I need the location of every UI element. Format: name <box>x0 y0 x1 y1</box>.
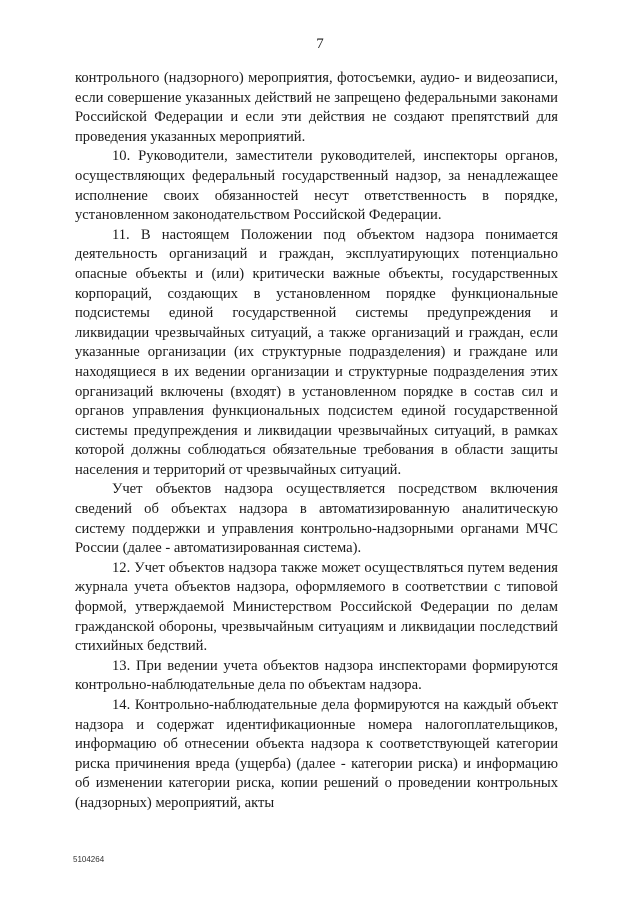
document-body <box>75 69 558 814</box>
page-number: 7 <box>316 36 324 52</box>
paragraph-continuation: контрольного (надзорного) мероприятия, фотосъемки, аудио- и видеозаписи, если совершение указанных действий не запрещено федеральными законами Российской Федерации и если эти действия не создают препятствий для проведения указанных мероприятий. <box>75 70 558 145</box>
paragraph-11: 11. В настоящем Положении под объектом надзора понимается деятельность организаций и граждан, эксплуатирующих потенциально опасные объекты и (или) критически важные объекты, государственных корпораций, создающих в установленном порядке функциональные подсистемы единой государственной системы предупреждения и ликвидации чрезвычайных ситуаций, а также организаций и граждан, если указанные организации (их структурные подразделения) и граждане или находящиеся в их ведении организации и структурные подразделения этих организаций включены (входят) в установленном порядке в состав сил и органов управления функциональных подсистем единой государственной системы предупреждения и ликвидации чрезвычайных ситуаций, в рамках которой должны соблюдаться обязательные требования в области защиты населения и территорий от чрезвычайных ситуаций. <box>75 226 558 478</box>
paragraph-12: 12. Учет объектов надзора также может осуществляться путем ведения журнала учета объектов надзора, оформляемого в соответствии с типовой формой, утверждаемой Министерством Российской Федерации по делам гражданской обороны, чрезвычайным ситуациям и ликвидации последствий стихийных бедствий. <box>75 559 558 655</box>
paragraph-11-accounting: Учет объектов надзора осуществляется посредством включения сведений об объектах надзора в автоматизированную аналитическую систему поддержки и управления контрольно-надзорными органами МЧС России (далее - автоматизированная система). <box>75 481 558 557</box>
document-code: 5104264 <box>73 855 105 864</box>
paragraph-13: 13. При ведении учета объектов надзора инспекторами формируются контрольно-наблюдательные дела по объектам надзора. <box>75 657 558 694</box>
paragraph-14: 14. Контрольно-наблюдательные дела формируются на каждый объект надзора и содержат идентификационные номера налогоплательщиков, информацию об отнесении объекта надзора к соответствующей категории риска причинения вреда (ущерба) (далее - категории риска) и информацию об изменении категории риска, копии решений о проведении контрольных (надзорных) мероприятий, акты <box>75 697 558 811</box>
paragraph-10: 10. Руководители, заместители руководителей, инспекторы органов, осуществляющих федеральный государственный надзор, за ненадлежащее исполнение своих обязанностей несут ответственность в порядке, установленном законодательством Российской Федерации. <box>75 148 558 224</box>
